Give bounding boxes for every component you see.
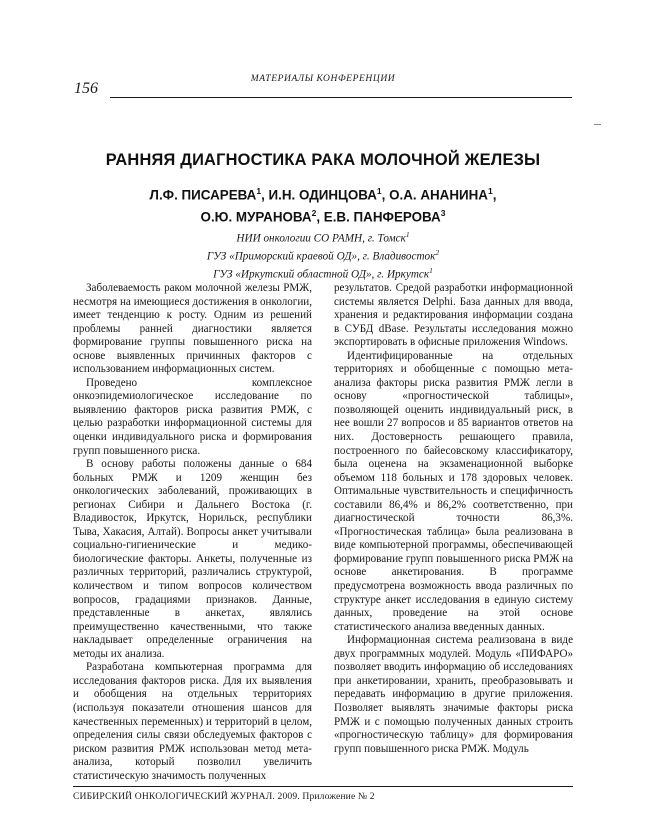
author-1-affiliation-marker: 1	[256, 186, 262, 196]
author-3-affiliation-marker: 1	[487, 186, 493, 196]
affiliation-list	[73, 228, 573, 282]
affiliation-3-marker: 1	[429, 266, 433, 276]
body-columns	[73, 282, 573, 782]
footer-citation: СИБИРСКИЙ ОНКОЛОГИЧЕСКИЙ ЖУРНАЛ. 2009. Приложение № 2	[73, 791, 375, 802]
paragraph: Проведено комплексное онкоэпидемиологическое исследование по выявлению факторов риска развития РМЖ, с целью разработки информационной системы для оценки индивидуального риска и формирования групп повышенного риска.	[73, 376, 312, 457]
paragraph: Разработана компьютерная программа для исследования факторов риска. Для их выявления и обобщения на отдельных территориях (используя показатели отношения шансов для качественных переменных) и территорий в целом, определения силы связи обследуемых факторов с риском развития РМЖ использован метод мета-анализа, который позволил увеличить статистическую значимость полученных	[73, 661, 312, 782]
affiliation-1	[73, 228, 573, 246]
affiliation-2-text: ГУЗ «Приморский краевой ОД», г. Владивосток	[206, 250, 436, 263]
affiliation-3-text: ГУЗ «Иркутский областной ОД», г. Иркутск	[213, 269, 430, 282]
author-4-affiliation-marker: 2	[311, 208, 317, 219]
running-head: МАТЕРИАЛЫ КОНФЕРЕНЦИИ	[250, 74, 396, 84]
author-5-affiliation-marker: 3	[440, 208, 446, 219]
author-1-name: Л.Ф. ПИСАРЕВА	[149, 187, 257, 203]
author-3-name: , О.А. АНАНИНА	[381, 187, 488, 203]
paragraph: результатов. Средой разработки информационной системы является Delphi. База данных для ввода, хранения и редактирования информации создана в СУБД dBase. Результаты исследования можно экспортировать в офисные приложения Windows.	[334, 282, 573, 349]
scan-artifact-mark	[594, 124, 601, 125]
affiliation-1-marker: 1	[405, 230, 410, 239]
author-2-affiliation-marker: 1	[376, 186, 382, 196]
author-5-name: , Е.В. ПАНФЕРОВА	[316, 209, 441, 225]
author-list	[73, 182, 573, 227]
author-line-1-comma: ,	[492, 187, 497, 203]
paragraph: Заболеваемость раком молочной железы РМЖ, несмотря на имеющиеся достижения в онкологии, имеет тенденцию к росту. Одним из решений проблемы ранней диагностики является формирование группы повышенного риска на основе выявленных причинных факторов с использованием информационных систем.	[73, 282, 312, 376]
affiliation-2	[73, 246, 573, 264]
paragraph: Идентифицированные на отдельных территориях и обобщенные с помощью мета-анализа факторы риска развития РМЖ легли в основу «прогностической таблицы», позволяющей оценить индивидуальный риск, в нее вошли 27 вопросов и 85 вариантов ответов на них. Достоверность решающего правила, построенного по байесовскому классификатору, была оценена на экзаменационной выборке объемом 118 больных и 178 здоровых человек. Оптимальные чувствительность и специфичность составили 86,4% и 86,2% соответственно, при диагностической точности 86,3%. «Прогностическая таблица» была реализована в виде компьютерной программы, обеспечивающей формирование групп повышенного риска РМЖ на основе анкетирования. В программе предусмотрена возможность ввода различных по структуре анкет исследования в единую систему данных, проведение на этой основе статистического анализа введенных данных.	[334, 349, 573, 633]
paragraph: Информационная система реализована в виде двух программных модулей. Модуль «ПИФАРО» позволяет вводить информацию об исследованиях при анкетировании, хранить, преобразовывать и передавать информацию в другие приложения. Позволяет выявлять значимые факторы риска РМЖ и с помощью полученных данных строить «прогностическую таблицу» для формирования групп повышенного риска РМЖ. Модуль	[334, 634, 573, 755]
affiliation-1-text: НИИ онкологии СО РАМН, г. Томск	[236, 232, 406, 245]
footer-divider	[73, 786, 573, 787]
author-line-1	[73, 182, 573, 204]
page-title: РАННЯЯ ДИАГНОСТИКА РАКА МОЛОЧНОЙ ЖЕЛЕЗЫ	[105, 151, 541, 169]
page-number: 156	[74, 80, 98, 97]
paragraph: В основу работы положены данные о 684 больных РМЖ и 1209 женщин без онкологических заболеваний, проживающих в регионах Сибири и Дальнего Востока (г. Владивосток, Иркутск, Норильск, республики Тыва, Хакасия, Алтай). Вопросы анкет учитывали социально-гигиенические и медико-биологические факторы. Анкеты, полученные из различных территорий, различались структурой, количеством и типом вопросов количеством вопросов, градациями признаков. Данные, представленные в анкетах, являлись преимущественно качественными, что также накладывает определенные ограничения на методы их анализа.	[73, 458, 312, 660]
body-column-left	[73, 282, 312, 782]
affiliation-2-marker: 2	[435, 248, 440, 258]
author-2-name: , И.Н. ОДИНЦОВА	[261, 187, 377, 203]
body-column-right	[334, 282, 573, 774]
header-divider	[110, 97, 572, 98]
affiliation-3	[73, 264, 573, 282]
author-line-2	[73, 204, 573, 226]
author-4-name: О.Ю. МУРАНОВА	[200, 209, 312, 225]
